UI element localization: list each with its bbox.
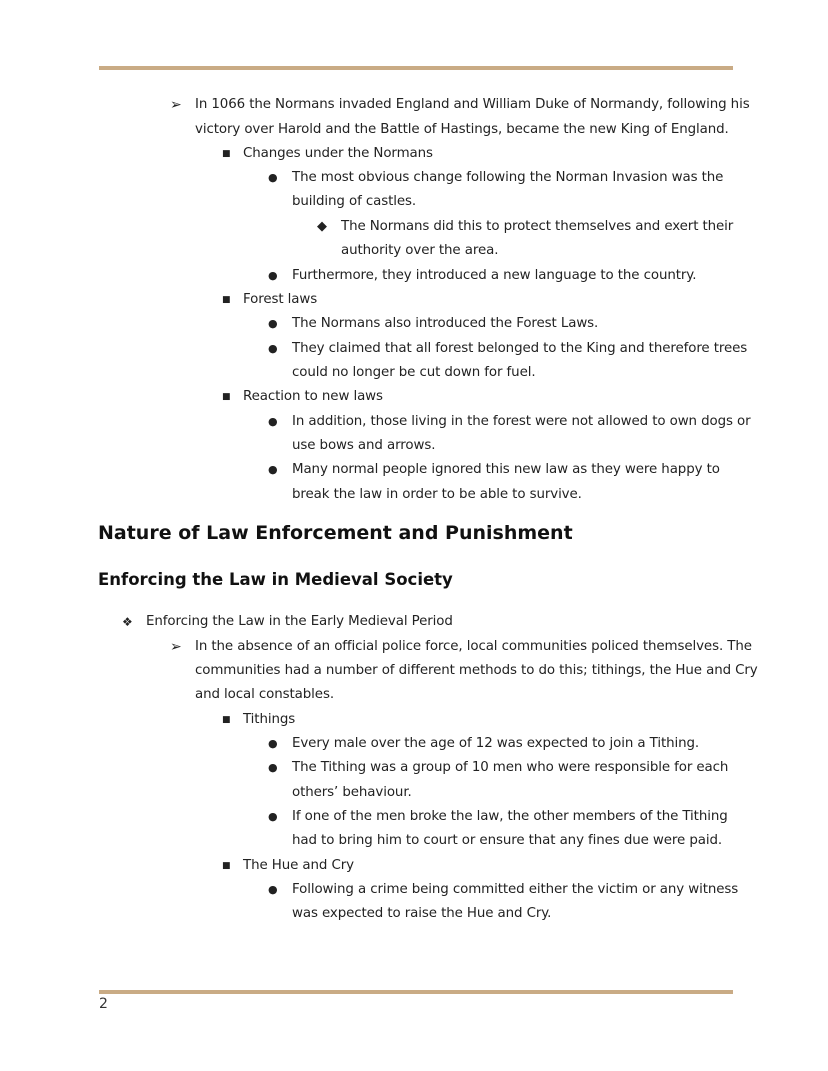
square-bullet-icon: ■ [222,392,231,402]
paragraph-line: In the absence of an official police force, local communities policed themselves. The [195,639,752,654]
header-rule [99,66,733,70]
subsection-heading: Enforcing the Law in Medieval Society [98,570,453,589]
list-item: Many normal people ignored this new law as they were happy to [292,462,720,477]
list-item-label: Tithings [243,712,296,727]
list-item-label: Changes under the Normans [243,146,433,161]
footer-rule [99,990,733,994]
list-item: use bows and arrows. [292,438,436,453]
list-item: Furthermore, they introduced a new language to the country. [292,268,697,283]
paragraph-line: In 1066 the Normans invaded England and William Duke of Normandy, following his [195,97,750,112]
dot-bullet-icon: ● [268,810,278,823]
square-bullet-icon: ■ [222,861,231,871]
square-bullet-icon: ■ [222,295,231,305]
dot-bullet-icon: ● [268,737,278,750]
list-item-label: Enforcing the Law in the Early Medieval Period [146,614,453,629]
list-item: The Normans also introduced the Forest Laws. [292,316,599,331]
dot-bullet-icon: ● [268,463,278,476]
dot-bullet-icon: ● [268,317,278,330]
arrow-bullet-icon: ➢ [170,97,182,113]
square-bullet-icon: ■ [222,715,231,725]
square-bullet-icon: ■ [222,149,231,159]
dot-bullet-icon: ● [268,269,278,282]
list-item: had to bring him to court or ensure that any fines due were paid. [292,833,723,848]
clover-bullet-icon: ❖ [122,615,133,629]
list-item: The Tithing was a group of 10 men who were responsible for each [292,760,729,775]
arrow-bullet-icon: ➢ [170,639,182,655]
dot-bullet-icon: ● [268,171,278,184]
list-item: If one of the men broke the law, the other members of the Tithing [292,809,728,824]
list-item: The most obvious change following the Norman Invasion was the [292,170,724,185]
paragraph-line: victory over Harold and the Battle of Hastings, became the new King of England. [195,122,729,137]
list-item-label: Reaction to new laws [243,389,383,404]
list-item: They claimed that all forest belonged to the King and therefore trees [292,341,748,356]
dot-bullet-icon: ● [268,342,278,355]
list-item: break the law in order to be able to survive. [292,487,582,502]
paragraph-line: and local constables. [195,687,334,702]
dot-bullet-icon: ● [268,883,278,896]
list-item: others’ behaviour. [292,785,412,800]
list-item: Following a crime being committed either the victim or any witness [292,882,739,897]
page-number: 2 [99,996,108,1012]
dot-bullet-icon: ● [268,415,278,428]
list-item: building of castles. [292,194,417,209]
list-item: The Normans did this to protect themselves and exert their [341,219,734,234]
list-item: was expected to raise the Hue and Cry. [292,906,552,921]
list-item-label: Forest laws [243,292,318,307]
list-item: could no longer be cut down for fuel. [292,365,536,380]
diamond-bullet-icon: ◆ [317,219,327,234]
list-item: In addition, those living in the forest were not allowed to own dogs or [292,414,751,429]
list-item: authority over the area. [341,243,499,258]
dot-bullet-icon: ● [268,761,278,774]
list-item-label: The Hue and Cry [243,858,354,873]
paragraph-line: communities had a number of different methods to do this; tithings, the Hue and Cry [195,663,758,678]
section-heading: Nature of Law Enforcement and Punishment [98,522,573,544]
list-item: Every male over the age of 12 was expected to join a Tithing. [292,736,700,751]
